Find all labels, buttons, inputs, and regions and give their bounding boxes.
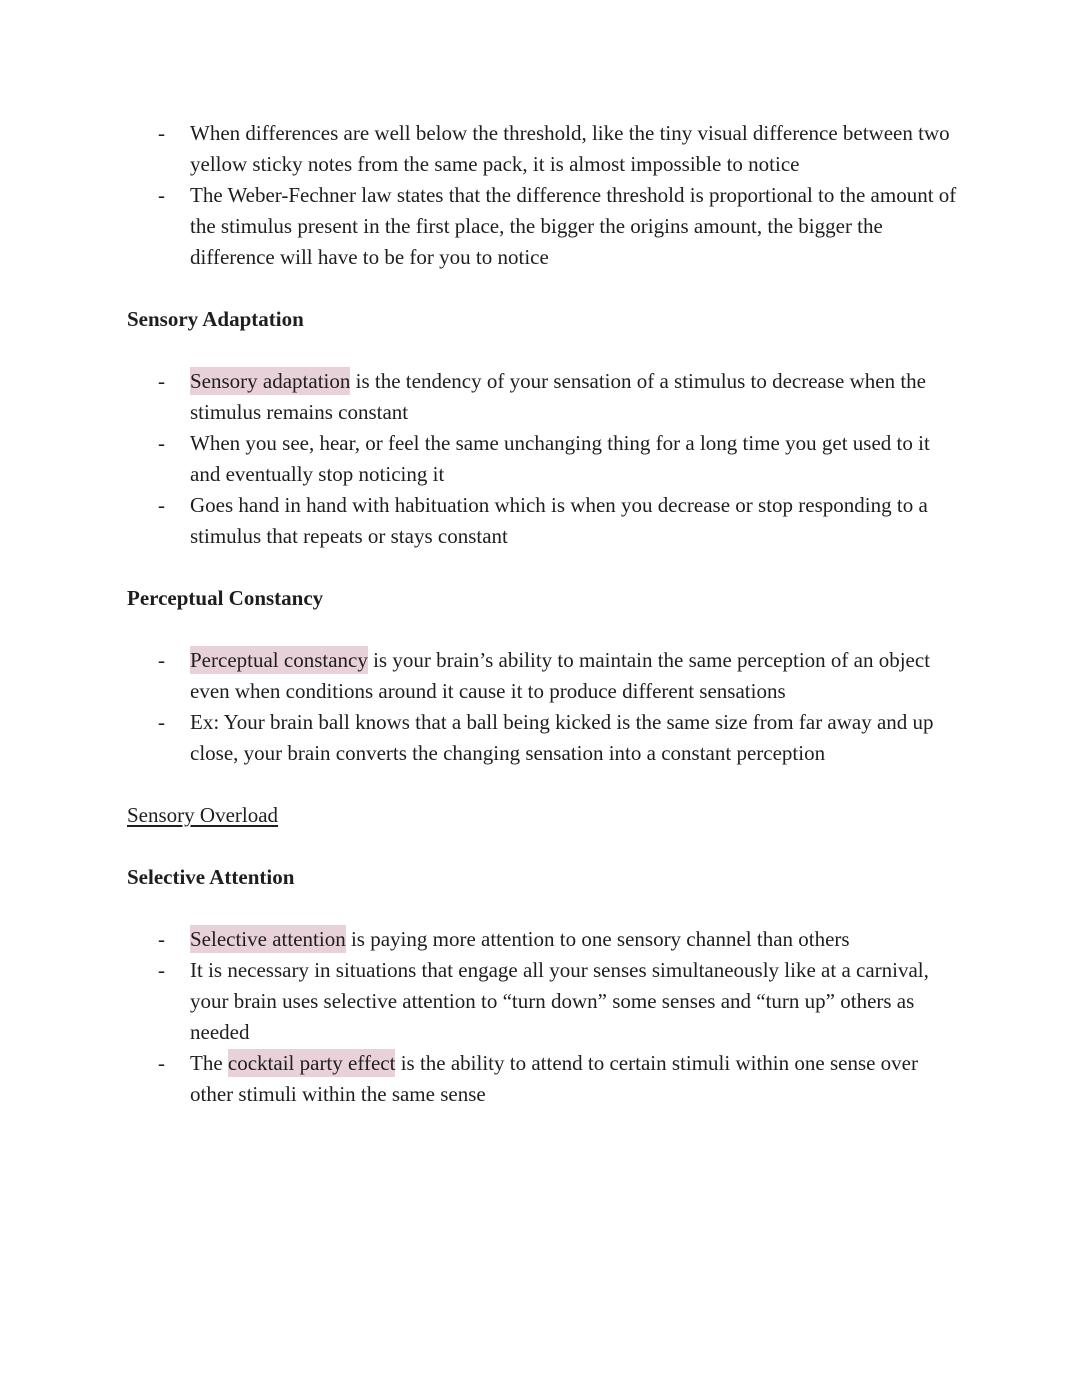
text-segment: is the ability to attend to certain stimuli within one sense over other stimuli within the same sense bbox=[190, 1051, 918, 1106]
document-content bbox=[127, 118, 960, 1110]
list-item bbox=[127, 955, 960, 1048]
list-item bbox=[127, 924, 960, 955]
list-item bbox=[127, 180, 960, 273]
list-item-text bbox=[190, 490, 960, 552]
list-item bbox=[127, 118, 960, 180]
bullet-dash-marker: - bbox=[158, 1051, 165, 1075]
section-heading-selective-attention: Selective Attention bbox=[127, 865, 295, 889]
text-segment: is the tendency of your sensation of a stimulus to decrease when the stimulus remains constant bbox=[190, 369, 926, 424]
bullet-list bbox=[127, 924, 960, 1110]
text-segment: is your brain’s ability to maintain the same perception of an object even when conditions around it cause it to produce different sensations bbox=[190, 648, 931, 703]
list-item bbox=[127, 490, 960, 552]
bullet-dash-marker: - bbox=[158, 493, 165, 517]
bullet-dash-marker: - bbox=[158, 648, 165, 672]
text-segment: The Weber-Fechner law states that the difference threshold is proportional to the amount of the stimulus present in the first place, the bigger the origins amount, the bigger the difference will have to be for you to notice bbox=[190, 183, 957, 269]
bullet-list bbox=[127, 118, 960, 273]
list-item-text bbox=[190, 1048, 960, 1110]
section-heading-perceptual-constancy: Perceptual Constancy bbox=[127, 586, 324, 610]
bullet-dash-marker: - bbox=[158, 927, 165, 951]
list-item bbox=[127, 1048, 960, 1110]
text-segment: It is necessary in situations that engage all your senses simultaneously like at a carnival, your brain uses selective attention to “turn down” some senses and “turn up” others as needed bbox=[190, 958, 929, 1044]
list-item-text bbox=[190, 955, 960, 1048]
list-item-text bbox=[190, 924, 960, 955]
text-segment: is paying more attention to one sensory channel than others bbox=[345, 927, 850, 951]
bullet-list bbox=[127, 366, 960, 552]
section-heading-sensory-adaptation: Sensory Adaptation bbox=[127, 307, 304, 331]
text-segment: Goes hand in hand with habituation which is when you decrease or stop responding to a stimulus that repeats or stays constant bbox=[190, 493, 928, 548]
bullet-dash-marker: - bbox=[158, 121, 165, 145]
bullet-dash-marker: - bbox=[158, 958, 165, 982]
list-item-text bbox=[190, 428, 960, 490]
list-item-text bbox=[190, 118, 960, 180]
highlighted-term: cocktail party effect bbox=[227, 1051, 396, 1075]
list-item-text bbox=[190, 180, 960, 273]
section-heading-sensory-overload: Sensory Overload bbox=[127, 803, 279, 827]
list-item-text bbox=[190, 645, 960, 707]
list-item-text bbox=[190, 366, 960, 428]
highlighted-term: Perceptual constancy bbox=[190, 648, 368, 672]
highlighted-term: Selective attention bbox=[190, 927, 346, 951]
text-segment: When differences are well below the threshold, like the tiny visual difference between two yellow sticky notes from the same pack, it is almost impossible to notice bbox=[190, 121, 950, 176]
list-item bbox=[127, 707, 960, 769]
text-segment: Ex: Your brain ball knows that a ball being kicked is the same size from far away and up close, your brain converts the changing sensation into a constant perception bbox=[190, 710, 934, 765]
bullet-dash-marker: - bbox=[158, 369, 165, 393]
bullet-dash-marker: - bbox=[158, 183, 165, 207]
bullet-list bbox=[127, 645, 960, 769]
text-segment: The bbox=[190, 1051, 228, 1075]
highlighted-term: Sensory adaptation bbox=[190, 369, 351, 393]
list-item bbox=[127, 428, 960, 490]
text-segment: When you see, hear, or feel the same unchanging thing for a long time you get used to it and eventually stop noticing it bbox=[190, 431, 930, 486]
list-item-text bbox=[190, 707, 960, 769]
bullet-dash-marker: - bbox=[158, 431, 165, 455]
list-item bbox=[127, 366, 960, 428]
bullet-dash-marker: - bbox=[158, 710, 165, 734]
list-item bbox=[127, 645, 960, 707]
